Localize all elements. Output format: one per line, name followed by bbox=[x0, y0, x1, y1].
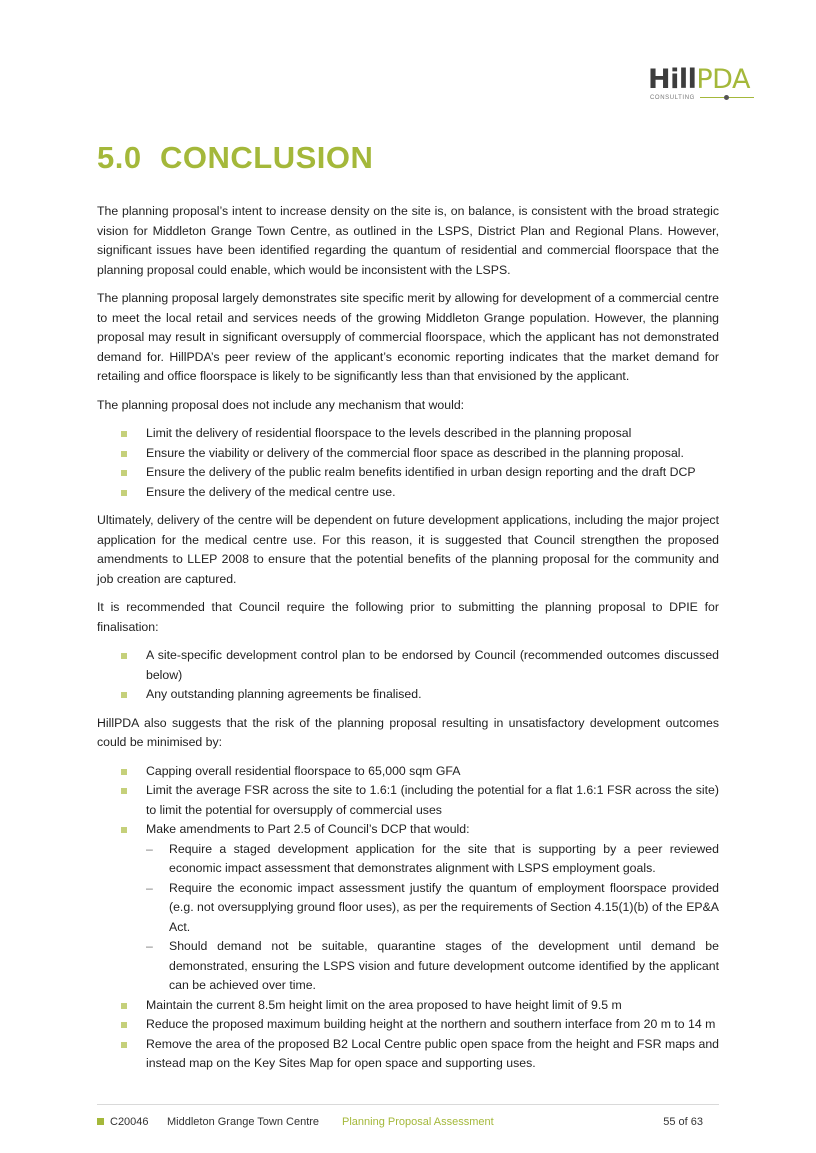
paragraph-ultimately: Ultimately, delivery of the centre will be dependent on future development applications, including the major project application for the medical centre use. For this reason, it is suggested that Council strengthen the proposed amendments to LLEP 2008 to ensure that the potential benefits of the planning proposal for the community and job creation are captured. bbox=[97, 513, 719, 586]
list-item: Reduce the proposed maximum building height at the northern and southern interface from 20 m to 14 m bbox=[97, 1015, 719, 1035]
section-heading bbox=[97, 139, 373, 177]
dcp-sublist bbox=[146, 840, 719, 996]
list-item: Remove the area of the proposed B2 Local Centre public open space from the height and FSR maps and instead map on the Key Sites Map for open space and supporting uses. bbox=[97, 1035, 719, 1074]
paragraph-site-merit: The planning proposal largely demonstrates site specific merit by allowing for development of a commercial centre to meet the local retail and services needs of the growing Middleton Grange population. However, the planning proposal may result in significant oversupply of commercial floorspace, which the applicant has not demonstrated demand for. HillPDA’s peer review of the applicant’s economic reporting indicates that the market demand for retailing and office floorspace is likely to be significantly less than that envisioned by the applicant. bbox=[97, 291, 719, 383]
logo-dot-icon bbox=[724, 95, 729, 100]
footer-document: Planning Proposal Assessment bbox=[342, 1116, 494, 1128]
footer-divider bbox=[97, 1104, 719, 1105]
list-item: Limit the average FSR across the site to 1.6:1 (including the potential for a flat 1.6:1 FSR across the site) to limit the potential for oversupply of commercial uses bbox=[97, 781, 719, 820]
prior-list bbox=[97, 646, 719, 705]
logo-consulting: CONSULTING bbox=[650, 95, 695, 101]
paragraph-intent: The planning proposal’s intent to increase density on the site is, on balance, is consistent with the broad strategic vision for Middleton Grange Town Centre, as outlined in the LSPS, District Plan and Regional Plans. However, significant issues have been identified regarding the quantum of residential and commercial floorspace that the planning proposal could enable, which would be inconsistent with the LSPS. bbox=[97, 204, 719, 277]
list-item: Ensure the delivery of the medical centre use. bbox=[97, 483, 719, 503]
list-item: Maintain the current 8.5m height limit on the area proposed to have height limit of 9.5 m bbox=[97, 996, 719, 1016]
list-item: Limit the delivery of residential floorspace to the levels described in the planning proposal bbox=[97, 424, 719, 444]
footer-project: Middleton Grange Town Centre bbox=[167, 1116, 320, 1128]
page-footer bbox=[97, 1115, 719, 1131]
list-item-text: Make amendments to Part 2.5 of Council’s DCP that would: bbox=[146, 822, 470, 836]
footer-reference: C20046 bbox=[110, 1116, 149, 1128]
list-item: Capping overall residential floorspace to 65,000 sqm GFA bbox=[97, 762, 719, 782]
section-number: 5.0 bbox=[97, 140, 142, 175]
paragraph-recommended: It is recommended that Council require the following prior to submitting the planning proposal to DPIE for finalisation: bbox=[97, 600, 719, 634]
list-item-dcp bbox=[97, 820, 719, 996]
list-item: A site-specific development control plan to be endorsed by Council (recommended outcomes discussed below) bbox=[97, 646, 719, 685]
sublist-item: – Should demand not be suitable, quarantine stages of the development until demand be demonstrated, ensuring the LSPS vision and future development outcome identified by the applicant can be achieved over time. bbox=[146, 937, 719, 996]
minimise-list bbox=[97, 762, 719, 1074]
sublist-item: – Require the economic impact assessment justify the quantum of employment floorspace provided (e.g. not oversupplying ground floor uses), as per the requirements of Section 4.15(1)(b) of the EP&A Act. bbox=[146, 879, 719, 938]
mechanism-list bbox=[97, 424, 719, 502]
list-item: Ensure the viability or delivery of the commercial floor space as described in the planning proposal. bbox=[97, 444, 719, 464]
paragraph-mechanism-intro: The planning proposal does not include any mechanism that would: bbox=[97, 397, 465, 412]
logo-hill: Hill bbox=[648, 64, 697, 95]
list-item: Any outstanding planning agreements be finalised. bbox=[97, 685, 719, 705]
logo-pda: PDA bbox=[696, 64, 750, 95]
footer-page-number: 55 of 63 bbox=[663, 1116, 703, 1128]
list-item: Ensure the delivery of the public realm benefits identified in urban design reporting and the draft DCP bbox=[97, 463, 719, 483]
section-title: CONCLUSION bbox=[160, 140, 374, 175]
sublist-item: – Require a staged development application for the site that is supporting by a peer reviewed economic impact assessment that demonstrates alignment with LSPS employment goals. bbox=[146, 840, 719, 879]
body-content bbox=[97, 202, 719, 1083]
footer-square-icon bbox=[97, 1118, 104, 1125]
logo-wordmark bbox=[648, 64, 760, 96]
hillpda-logo bbox=[648, 64, 760, 118]
paragraph-minimise-intro: HillPDA also suggests that the risk of the planning proposal resulting in unsatisfactory development outcomes could be minimised by: bbox=[97, 715, 719, 749]
